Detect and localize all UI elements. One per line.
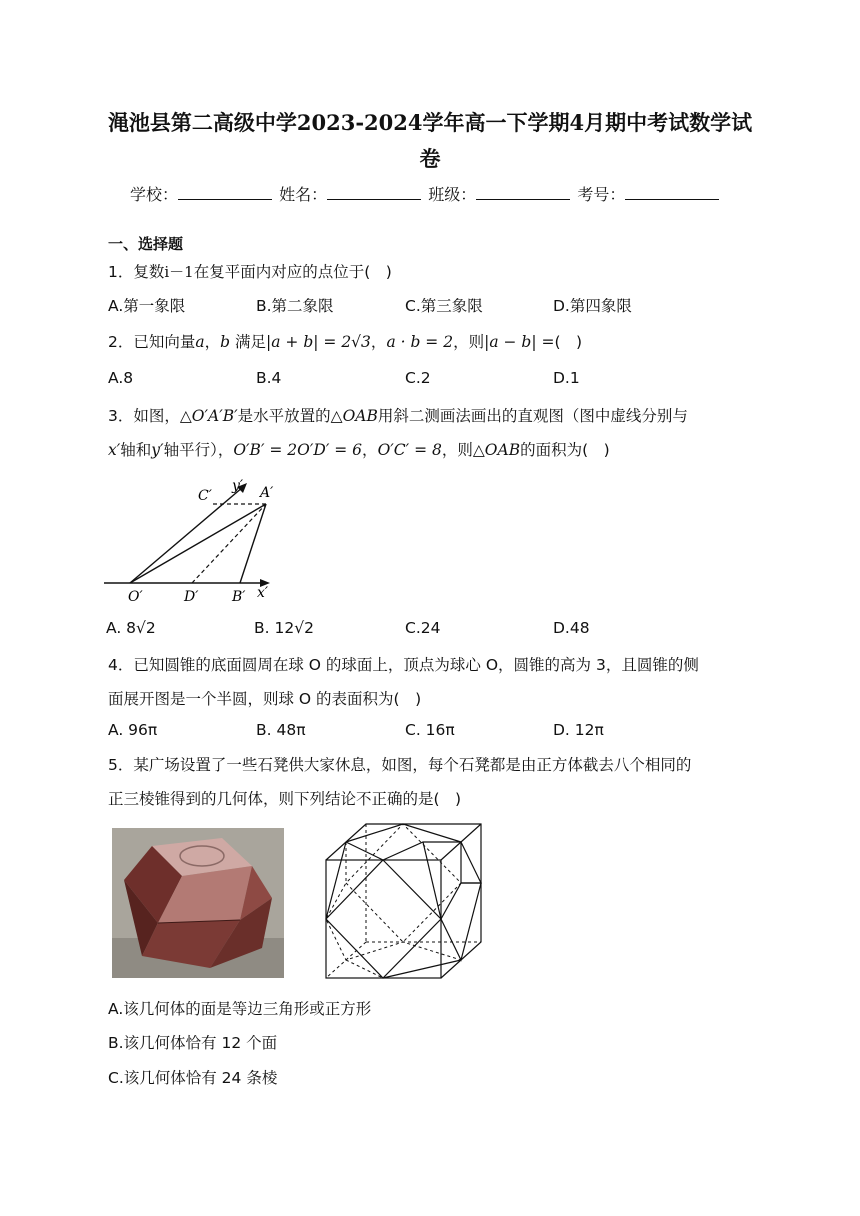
y-axis-line — [130, 487, 243, 583]
q3-text-d: 轴和 — [120, 441, 152, 459]
q4-option-b[interactable]: B. 48π — [256, 721, 306, 739]
q1-expression: i－1 — [164, 263, 194, 281]
q1-option-a[interactable]: A.第一象限 — [108, 297, 186, 315]
q1-option-b[interactable]: B.第二象限 — [256, 297, 334, 315]
question-5-line2: 正三棱锥得到的几何体，则下列结论不正确的是( ) — [108, 790, 462, 808]
q4-option-a[interactable]: A. 96π — [108, 721, 158, 739]
q3-y-prime: y′ — [151, 441, 164, 459]
hidden-edge-6 — [346, 960, 383, 978]
exam-no-label: 考号： — [577, 185, 626, 204]
q3-triangle-oab-2: △OAB — [472, 441, 521, 459]
cubo-edge-3 — [326, 860, 441, 978]
question-3-stem-line2 — [108, 438, 610, 460]
label-d: D′ — [184, 589, 199, 605]
q2-option-b[interactable]: B.4 — [256, 369, 282, 387]
stone-bench-photo — [112, 828, 284, 978]
exam-title-line1: 渑池县第二高级中学2023-2024学年高一下学期4月期中考试数学试 — [107, 110, 753, 135]
question-5-line1: 5．某广场设置了一些石凳供大家休息，如图，每个石凳都是由正方体截去八个相同的 — [108, 756, 692, 774]
q4-option-d[interactable]: D. 12π — [553, 721, 604, 739]
q3-text-e: 轴平行）， — [163, 441, 234, 459]
q5-option-a[interactable]: A.该几何体的面是等边三角形或正方形 — [108, 1000, 372, 1018]
label-c: C′ — [198, 488, 212, 504]
q2-option-a[interactable]: A.8 — [108, 369, 134, 387]
school-blank[interactable] — [178, 185, 272, 200]
q3-text-b: 是水平放置的 — [237, 407, 331, 425]
q3-option-a[interactable]: A. 8√2 — [106, 619, 156, 637]
cuboctahedron-figure — [318, 818, 488, 984]
q2-sep-2: ， — [370, 333, 387, 351]
q3-equation-1: O′B′ = 2O′D′ = 6 — [233, 441, 363, 459]
q1-option-d[interactable]: D.第四象限 — [553, 297, 632, 315]
q3-text-g: 的面积为( ) — [520, 441, 610, 459]
q3-text-f: ，则 — [441, 441, 473, 459]
name-blank[interactable] — [327, 185, 421, 200]
q3-triangle-prime: △O′A′B′ — [179, 407, 238, 425]
question-3-stem-line1 — [108, 404, 688, 426]
q3-comma: ， — [362, 441, 378, 459]
class-blank[interactable] — [476, 185, 570, 200]
q2-vector-b: b — [220, 333, 231, 351]
student-info-row — [130, 182, 750, 205]
label-b: B′ — [232, 589, 246, 605]
question-4-line2: 面展开图是一个半圆，则球 O 的表面积为( ) — [108, 690, 422, 708]
q3-text-a: 3．如图， — [108, 407, 180, 425]
cube-front-face — [326, 860, 441, 978]
q2-option-c[interactable]: C.2 — [405, 369, 431, 387]
q3-text-c: 用斜二测画法画出的直观图（图中虚线分别与 — [377, 407, 688, 425]
question-1-stem — [108, 260, 392, 282]
q1-option-c[interactable]: C.第三象限 — [405, 297, 483, 315]
section-title: 一、选择题 — [108, 235, 184, 253]
q1-prefix: 1．复数 — [108, 263, 165, 281]
q2-then: ，则 — [453, 333, 485, 351]
q1-suffix: 在复平面内对应的点位于( ) — [193, 263, 392, 281]
q2-condition-1: |a + b| = 2√3 — [266, 333, 371, 351]
q2-target: |a − b| = — [484, 333, 555, 351]
dashed-da — [192, 504, 266, 583]
question-4-line1: 4．已知圆锥的底面圆周在球 O 的球面上，顶点为球心 O，圆锥的高为 3，且圆锥的侧 — [108, 656, 699, 674]
segment-oa — [130, 504, 266, 583]
q3-option-c[interactable]: C.24 — [405, 619, 441, 637]
q3-x-prime: x′ — [108, 441, 121, 459]
label-a: A′ — [260, 485, 274, 501]
cubo-edge-7 — [383, 960, 461, 978]
q3-option-d[interactable]: D.48 — [553, 619, 590, 637]
q2-paren: ( ) — [554, 333, 583, 351]
q5-option-b[interactable]: B.该几何体恰有 12 个面 — [108, 1034, 278, 1052]
q2-mid: 满足 — [235, 333, 267, 351]
q2-prefix: 2．已知向量 — [108, 333, 196, 351]
school-label: 学校： — [130, 185, 179, 204]
cubo-edge-4 — [441, 883, 481, 960]
q3-triangle-oab: △OAB — [330, 407, 378, 425]
exam-title-line2: 卷 — [419, 146, 441, 171]
q2-condition-2: a · b = 2 — [386, 333, 454, 351]
label-y: y′ — [232, 478, 244, 494]
exam-no-blank[interactable] — [625, 185, 719, 200]
cubo-edge-5 — [326, 842, 346, 919]
segment-ab — [240, 504, 266, 583]
question-2-stem — [108, 330, 582, 352]
q4-option-c[interactable]: C. 16π — [405, 721, 455, 739]
name-label: 姓名： — [279, 185, 328, 204]
q5-option-c[interactable]: C.该几何体恰有 24 条棱 — [108, 1069, 278, 1087]
class-label: 班级： — [428, 185, 477, 204]
q2-option-d[interactable]: D.1 — [553, 369, 580, 387]
cube-back-edges — [326, 824, 481, 978]
oblique-projection-figure — [100, 470, 290, 610]
q2-sep: ， — [204, 333, 221, 351]
q3-equation-2: O′C′ = 8 — [377, 441, 442, 459]
label-x: x′ — [257, 585, 269, 601]
label-o: O′ — [128, 589, 143, 605]
stone-bench-illustration — [112, 828, 284, 978]
q2-vector-a: a — [195, 333, 205, 351]
q3-option-b[interactable]: B. 12√2 — [254, 619, 314, 637]
